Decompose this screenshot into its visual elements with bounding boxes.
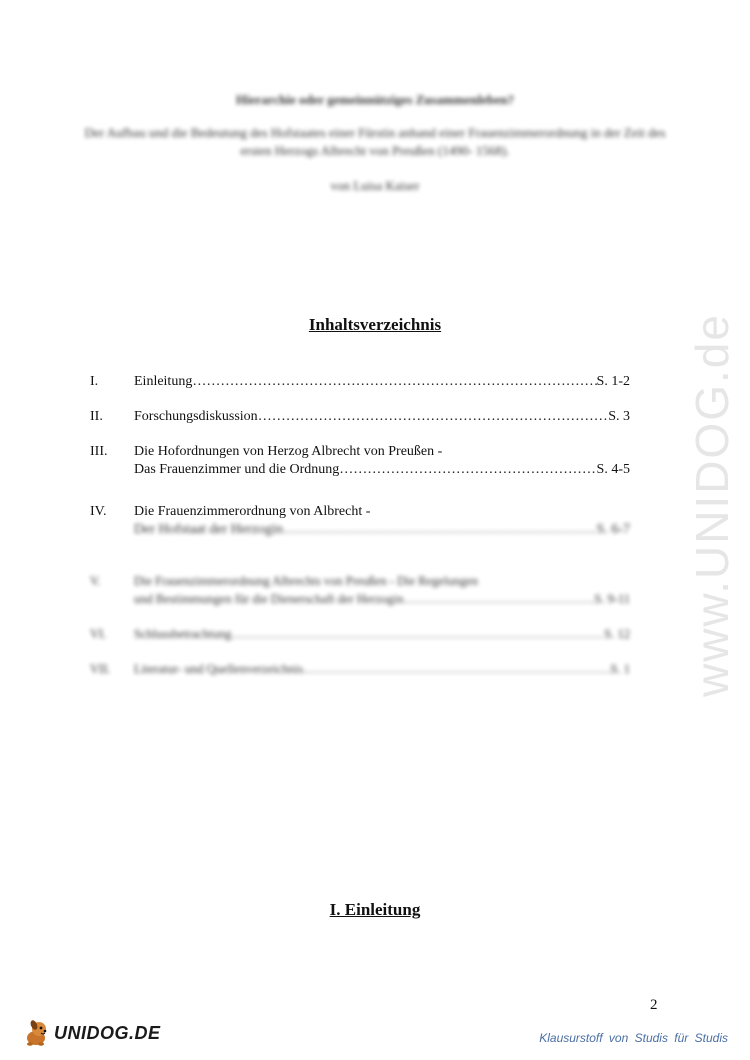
toc-line [134,572,630,590]
toc-entry-page: S. 9-11 [594,592,630,606]
toc-leader-dots [339,461,596,479]
toc-entry-page: S. 1-2 [596,374,630,389]
page-number: 2 [650,997,658,1013]
toc-entry-number: III. [90,444,108,459]
toc-entry-number: VI. [90,627,107,641]
toc-entry-page: S. 4-5 [596,462,630,477]
toc-entry-page: S. 1 [610,662,630,676]
toc-entry-label: Forschungsdiskussion [134,409,258,424]
document-author: von Luisa Kaiser [330,178,420,193]
watermark: www.UNIDOG.de [686,313,738,697]
toc-entry-label: und Bestimmungen für die Dienerschaft der Herzogin [134,592,404,606]
toc-entry-number: V. [90,574,101,588]
toc-line [134,625,630,643]
toc-line [134,408,630,426]
toc-entry-label: Die Frauenzimmerordnung Albrechts von Preußen - Die Regelungen [134,574,479,588]
toc-entry-label: Die Frauenzimmerordnung von Albrecht - [134,504,371,519]
toc-line [134,461,630,479]
toc-entry-page: S. 12 [604,627,630,641]
document-title: Hierarchie oder gemeinnütziges Zusammenleben? [236,92,514,107]
toc-line [134,660,630,678]
toc-line [134,590,630,608]
toc-leader-dots [231,625,604,643]
section-heading: I. Einleitung [329,900,421,919]
toc-entry-label: Der Hofstaat der Herzogin [134,522,283,537]
dog-mascot-icon [22,1018,52,1048]
toc-entry-page: S. 3 [608,409,630,424]
toc-leader-dots [192,373,596,391]
toc-line [134,521,630,539]
logo-text: UNIDOG.DE [54,1022,161,1043]
toc-heading: Inhaltsverzeichnis [308,315,442,334]
toc-leader-dots [258,408,609,426]
toc-leader-dots [283,521,597,539]
toc-entry-page: S. 6-7 [596,522,630,537]
toc-entry-label: Literatur- und Quellenverzeichnis [134,662,304,676]
toc-entry-label: Schlussbetrachtung [134,627,232,641]
toc-line [134,443,630,461]
toc-line [134,373,630,391]
toc-entry-label: Das Frauenzimmer und die Ordnung [134,462,340,477]
toc-entry-number: VII. [90,662,111,676]
toc-entry-label: Die Hofordnungen von Herzog Albrecht von Preußen - [134,444,443,459]
toc-entry-number: II. [90,409,103,424]
toc-entry-label: Einleitung [134,374,193,389]
unidog-logo[interactable] [22,1018,161,1048]
footer-tagline: Klausurstoff von Studis für Studis [539,1031,728,1045]
toc-line [134,503,630,521]
toc-entry-number: I. [90,374,99,389]
toc-entry-number: IV. [90,504,107,519]
toc-leader-dots [303,660,610,678]
toc-leader-dots [403,590,594,608]
document-subtitle: Der Aufbau und die Bedeutung des Hofstaates einer Fürstin anhand einer Frauenzimmerordnung in der Zeit des ersten Herzogs Albrecht von Preußen (1490- 1568). [84,125,666,158]
